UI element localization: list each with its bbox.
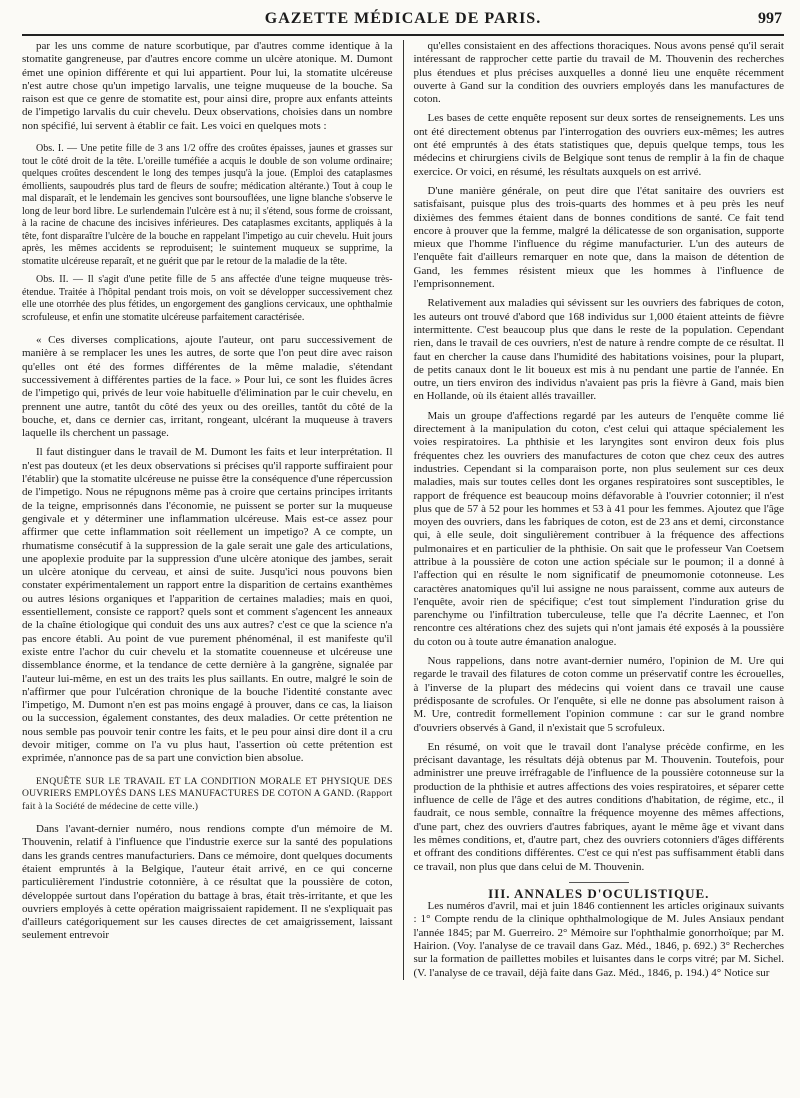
paragraph: Dans l'avant-dernier numéro, nous rendions compte d'un mémoire de M. Thouvenin, relatif à l'influence que l'industrie exerce sur la santé des populations dans les grands centres manufacturiers. Dans ce mémoire, dont quelques documents étaient empruntés à la Belgique, l'auteur était arrivé, en ce qui concerne particulièrement l'industrie cotonnière, à ce résultat que la poussière de coton, développée surtout dans l'opération du battage à bras, était très-irritante, et que les ouvriers employés à cette opération maigrissaient rapidement. Il ne s'expliquait pas d'ailleurs catégoriquement sur les causes directes de cet amaigrissement, laissant seulement entrevoir	[22, 823, 393, 942]
paragraph: Relativement aux maladies qui sévissent sur les ouvriers des fabriques de coton, les auteurs ont trouvé d'abord que 168 individus sur 1,000 étaient atteints de fièvre intermittente. C'est beaucoup plus que dans le reste de la population. Cependant rien, dans le travail de ces ouvriers, n'est de nature à rendre compte de ce résultat. Il faut en chercher la cause dans l'humidité des habitations voisines, pour la plupart, de petits canaux dont le lit boueux est mis à nu pendant une partie de l'année. En outre, un tiers environ des individus n'avaient pas pris la fièvre à Gand, mais bien en Hollande, où ils étaient allés travailler.	[413, 297, 784, 403]
paragraph: par les uns comme de nature scorbutique, par d'autres comme identique à la stomatite gangreneuse, par d'autres encore comme un ulcère atonique. M. Dumont émet une opinion différente et qui lui appartient. Pour lui, la stomatite ulcéreuse n'est autre chose qu'un impetigo larvalis, une teigne muqueuse de la bouche. Sa raison est que ce genre de stomatite est, pour ainsi dire, propre aux enfants atteints de l'impetigo larvalis du cuir chevelu. Deux observations, choisies dans un nombre non spécifié, lui servent à établir ce fait. Les voici en quelques mots :	[22, 40, 393, 132]
paragraph: qu'elles consistaient en des affections thoraciques. Nous avons pensé qu'il serait intéressant de rapprocher cette partie du travail de M. Thouvenin des recherches plus étendues et plus précises auxquelles a donné lieu une enquête récemment ouverte à Gand sur la condition des ouvriers employés dans les manufactures de coton.	[413, 40, 784, 106]
column-divider	[403, 40, 404, 980]
journal-title: GAZETTE MÉDICALE DE PARIS.	[264, 10, 542, 27]
columns	[22, 40, 784, 980]
article-heading: ENQUÊTE SUR LE TRAVAIL ET LA CONDITION MORALE ET PHYSIQUE DES OUVRIERS EMPLOYÉS DANS LES MANUFACTURES DE COTON A GAND. (Rapport fait à la Société de médecine de cette ville.)	[22, 775, 393, 812]
observation-1: Obs. I. — Une petite fille de 3 ans 1/2 offre des croûtes épaisses, jaunes et grasses sur tout le côté droit de la tête. L'oreille tuméfiée a acquis le double de son volume ordinaire; quelques croûtes descendent le long des tempes jusqu'à la joue. (Emploi des cataplasmes émollients, saupoudrés plus tard de fleurs de soufre; médication altérante.) Tout à coup le mal disparaît, et le lendemain les gencives sont boursouflées, une ligne blanche s'observe le long de leur bord libre. Le surlendemain l'ulcère est à nu; il s'étend, sous forme de croissant, à la racine de chacune des incisives inférieures. Des cataplasmes excitants, appliqués à la tête, font disparaître l'ulcère de la bouche en rappelant l'impetigo au cuir chevelu. Huit jours après, les mêmes accidents se reproduisent; le suintement muqueux se supprime, la stomatite ulcéreuse reparaît, et ne guérit que par le retour de la maladie de la tête.	[22, 143, 393, 267]
page-number: 997	[758, 10, 782, 27]
paragraph: Les bases de cette enquête reposent sur deux sortes de renseignements. Les uns ont été directement obtenus par l'interrogation des ouvriers eux-mêmes; les autres ont été empruntés à des états statistiques que, depuis quelque temps, tous les médecins et chirurgiens civils de Belgique sont tenus de remplir à la fin de chaque exercice. Or voici, en résumé, les résultats auxquels on est arrivé.	[413, 112, 784, 178]
paragraph: « Ces diverses complications, ajoute l'auteur, ont paru successivement de manière à se remplacer les unes les autres, de sorte que l'on peut dire avec raison qu'elles ont été des formes différentes de la même maladie, s'étendant successivement à différentes parties de la face. » Pour lui, ce sont les fluides âcres de l'impetigo qui, privés de leur voie habituelle d'élimination par le cuir chevelu, en prennent une autre, tantôt du côté des yeux ou des oreilles, tantôt du côté de la bouche, et, dans ce dernier cas, irritant, rongeant, ulcérant la muqueuse à travers laquelle ils cherchent un passage.	[22, 334, 393, 440]
paragraph: En résumé, on voit que le travail dont l'analyse précède confirme, en les précisant davantage, les résultats déjà obtenus par M. Thouvenin. Toutefois, pour administrer une preuve irréfragable de l'influence de la poussière cotonneuse sur la production de la phthisie et autres affections des voies respiratoires, et séparer cette influence de celle de l'âge et des autres conditions d'habitation, de régime, etc., il faudrait, ce nous semble, connaître la fréquence moyenne des mêmes affections, d'une part, chez des ouvriers d'autres fabriques, ayant le même âge et vivant dans les mêmes conditions, et, d'autre part, chez des ouvriers cotonniers d'âges différents et offrant des conditions différentes. C'est ce qui n'est pas suffisamment établi dans ce travail, non plus que dans celui de M. Thouvenin.	[413, 740, 784, 873]
page-header	[22, 8, 784, 36]
paragraph: Il faut distinguer dans le travail de M. Dumont les faits et leur interprétation. Il n'est pas douteux (et les deux observations si précises qu'il rapporte suffiraient pour l'établir) que la stomatite ulcéreuse ne puisse être la conséquence d'une répercussion de l'impetigo. Nous ne répugnons même pas à croire que certains principes irritants de la teigne, emprisonnés dans l'économie, ne puissent se porter sur la muqueuse gengivale et y déterminer une inflammation ulcéreuse. Mais est-ce assez pour affirmer que cette inflammation soit réellement un impetigo? A ce compte, un rhumatisme consécutif à la suppression de la gale serait une gale des articulations, une apoplexie produite par la suppression d'une ulcère atonique des jambes, serait un ulcère atonique du cerveau, et ainsi de suite. Jusqu'ici nous pouvons bien constater expérimentalement un rapport entre la disparition de certains exanthèmes ou autres lésions organiques et l'apparition de certaines maladies; mais en quoi, essentiellement, consiste ce rapport? quels sont et comment s'agencent les anneaux de la chaîne étiologique qui conduit des uns aux autres? c'est ce que la science n'a pas encore établi. Au point de vue purement phénoménal, il est manifeste qu'il existe entre l'achor du cuir chevelu et la stomatite couenneuse et ulcéreuse une dissemblance énorme, et la tendance de cette dernière à la gangrène, signalée par l'auteur lui-même, en est un des traits les plus saillants. En outre, malgré le soin de n'affirmer que pour l'ulcération chronique de la bouche l'identité constante avec l'impetigo, M. Dumont n'en est pas moins engagé à prouver, dans ce cas, la liaison ou la succession, également constantes, des deux maladies. Or cette prétention ne nous semble pas pouvoir tenir contre les faits, et le peu pour ainsi dire dont il a cru devoir mitiger, comme on l'a vu plus haut, l'assertion où cette prétention est exprimée, n'annonce pas de sa part une conviction bien absolue.	[22, 446, 393, 765]
paragraph: Nous rappelions, dans notre avant-dernier numéro, l'opinion de M. Ure qui regarde le travail des filatures de coton comme un préservatif contre les écrouelles, à l'inverse de la plupart des médecins qui voient dans ce travail une cause prédisposante de scrofules. Or l'enquête, si elle ne donne pas absolument raison à M. Ure, contredit formellement l'opinion commune : car sur le grand nombre d'ouvriers observés à Gand, il n'existait que 5 scrofuleux.	[413, 655, 784, 734]
observation-2: Obs. II. — Il s'agit d'une petite fille de 5 ans affectée d'une teigne muqueuse très-étendue. Traitée à l'hôpital pendant trois mois, on voit se développer successivement chez elle une otorrhée des plus fétides, un engorgement des ganglions cervicaux, une ophthalmie scrofuleuse, et enfin une stomatite ulcéreuse parfaitement caractérisée.	[22, 274, 393, 323]
right-column	[414, 40, 785, 980]
left-column	[22, 40, 393, 980]
section-rule	[569, 882, 629, 883]
paragraph: Les numéros d'avril, mai et juin 1846 contiennent les articles originaux suivants : 1° Compte rendu de la clinique ophthalmologique de M. Jules Ansiaux pendant l'année 1845; par M. Guerreiro. 2° Mémoire sur l'ophthalmie gonorrhoïque; par M. Hairion. (Voy. l'analyse de ce travail dans Gaz. Méd., 1846, p. 692.) 3° Recherches sur la formation de paillettes mobiles et luisantes dans le corps vitré; par M. Sichel. (V. l'analyse de ce travail, déjà faite dans Gaz. Méd., 1846, p. 194.) 4° Notice sur	[413, 900, 784, 979]
paragraph: Mais un groupe d'affections regardé par les auteurs de l'enquête comme lié directement à la manipulation du coton, c'est celui qui attaque spécialement les voies respiratoires. La phthisie et les laryngites sont environ deux fois plus fréquentes chez les ouvriers des manufactures de coton que chez ceux des autres industries. Cependant si la comparaison porte, non plus seulement sur ces deux maladies, mais sur toutes celles dont les organes respiratoires sont susceptibles, le rapport de fréquence est beaucoup moins défavorable à l'ouvrier cotonnier; il n'est plus que de 57 à 52 pour les hommes et 53 à 41 pour les femmes. Ajoutez que l'âge moyen des ouvriers, dans les fabriques de coton, est de 23 ans et demi, circonstance qui, à elle seule, doit singulièrement contribuer à la fréquence des affections pulmonaires et en particulier de la phthisie. On sait que le professeur Van Coetsem attribue à la poussière de coton une action spéciale sur le poumon; il a donné à l'affection qui en résulte le nom significatif de pneumomonie cotonneuse. Les caractères anatomiques qu'il lui assigne ne nous paraissent, comme aux auteurs de l'enquête, avoir rien de spécifique; c'est tout simplement l'induration grise du parenchyme ou l'infiltration tuberculeuse, telle que l'a décrite Laennec, et l'on rencontre ces altérations chez des sujets qui n'ont jamais été exposés à la poussière du coton ou à toute autre émanation analogue.	[413, 409, 784, 648]
section-title: III. ANNALES D'OCULISTIQUE.	[488, 885, 710, 901]
paragraph: D'une manière générale, on peut dire que l'état sanitaire des ouvriers est satisfaisant, puisque plus des trois-quarts des hommes et à peu près les neuf dixièmes des femmes étaient dans de bonnes conditions de santé. Ce fait tend encore à prouver que la femme, malgré la délicatesse de son organisation, supporte mieux que l'homme l'influence du régime manufacturier. L'un des auteurs de l'enquête fait d'ailleurs remarquer en note que, dans la maison de détention de Gand, les femmes résistent mieux que les hommes à l'influence de l'emprisonnement.	[413, 184, 784, 291]
